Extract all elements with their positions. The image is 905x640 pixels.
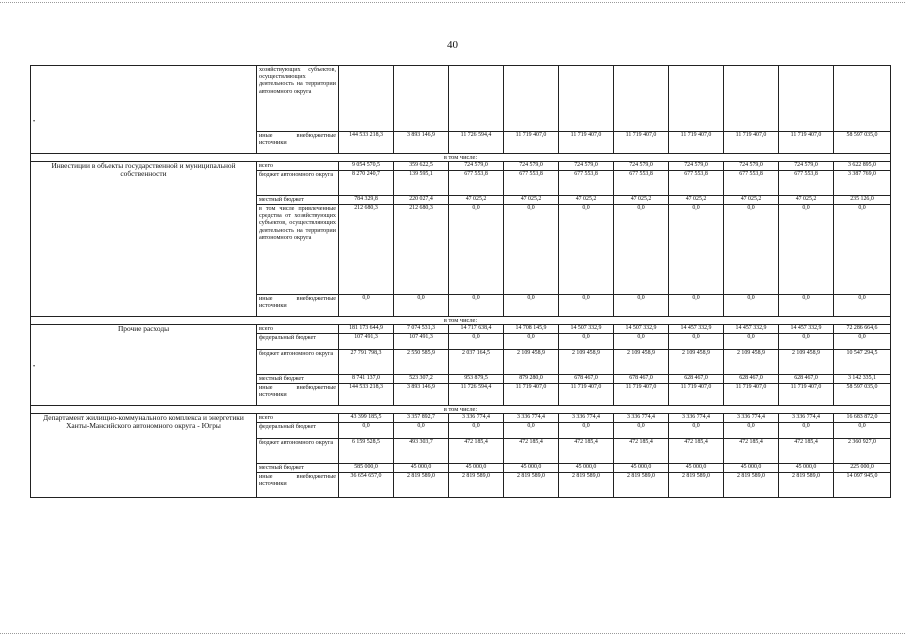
amount-cell	[724, 66, 779, 132]
amount-cell: 3 387 769,0	[834, 171, 891, 196]
amount-cell: 0,0	[779, 205, 834, 295]
amount-cell: 0,0	[669, 423, 724, 439]
amount-cell: 8 741 137,0	[339, 375, 394, 384]
amount-cell: 11 726 594,4	[449, 384, 504, 406]
separator-row	[31, 154, 891, 162]
amount-cell: 3 893 146,9	[394, 132, 449, 154]
funding-source: иные внебюджетные источники	[257, 473, 339, 498]
amount-cell: 0,0	[724, 295, 779, 317]
amount-cell	[559, 66, 614, 132]
amount-cell: 628 467,0	[779, 375, 834, 384]
amount-cell: 2 819 589,0	[669, 473, 724, 498]
amount-cell: 144 533 218,3	[339, 384, 394, 406]
scan-edge-bottom	[0, 633, 905, 635]
amount-cell: 7 074 531,3	[394, 325, 449, 334]
amount-cell: 2 109 458,9	[614, 350, 669, 375]
amount-cell: 107 491,3	[394, 334, 449, 350]
amount-cell: 0,0	[559, 295, 614, 317]
funding-source: бюджет автономного округа	[257, 350, 339, 375]
amount-cell: 677 553,8	[779, 171, 834, 196]
amount-cell: 724 579,0	[504, 162, 559, 171]
amount-cell: 0,0	[669, 295, 724, 317]
amount-cell: 2 109 458,9	[559, 350, 614, 375]
amount-cell: 0,0	[449, 334, 504, 350]
amount-cell: 11 719 407,0	[724, 384, 779, 406]
amount-cell: 3 336 774,4	[724, 414, 779, 423]
amount-cell: 2 819 589,0	[614, 473, 669, 498]
amount-cell: 493 303,7	[394, 439, 449, 464]
amount-cell: 953 879,5	[449, 375, 504, 384]
table-row	[31, 414, 891, 423]
amount-cell: 11 719 407,0	[504, 132, 559, 154]
amount-cell: 3 142 335,1	[834, 375, 891, 384]
amount-cell: 11 719 407,0	[559, 132, 614, 154]
amount-cell: 0,0	[394, 295, 449, 317]
budget-table	[30, 65, 891, 498]
amount-cell: 14 507 332,9	[559, 325, 614, 334]
amount-cell: 45 000,0	[779, 464, 834, 473]
amount-cell: 220 027,4	[394, 196, 449, 205]
amount-cell: 724 579,0	[449, 162, 504, 171]
amount-cell: 47 025,2	[779, 196, 834, 205]
expense-category-label: Прочие расходы	[117, 324, 170, 333]
amount-cell: 0,0	[394, 423, 449, 439]
amount-cell: 0,0	[669, 205, 724, 295]
amount-cell: 879 280,0	[504, 375, 559, 384]
amount-cell: 235 126,0	[834, 196, 891, 205]
amount-cell: 8 270 240,7	[339, 171, 394, 196]
funding-source: хозяйствующих субъектов, осуществляющих деятельность на территории автономного округа	[257, 66, 339, 132]
amount-cell: 2 109 458,9	[669, 350, 724, 375]
funding-source: местный бюджет	[257, 196, 339, 205]
amount-cell: 36 654 657,0	[339, 473, 394, 498]
amount-cell: 2 819 589,0	[724, 473, 779, 498]
amount-cell: 0,0	[779, 334, 834, 350]
amount-cell: 58 597 035,0	[834, 132, 891, 154]
amount-cell	[779, 66, 834, 132]
amount-cell: 3 357 892,7	[394, 414, 449, 423]
amount-cell	[834, 66, 891, 132]
funding-source: всего	[257, 414, 339, 423]
amount-cell: 2 550 585,9	[394, 350, 449, 375]
amount-cell: 724 579,0	[669, 162, 724, 171]
amount-cell: 58 597 035,0	[834, 384, 891, 406]
table-body	[31, 66, 891, 498]
amount-cell: 11 719 407,0	[504, 384, 559, 406]
table-row	[31, 325, 891, 334]
amount-cell: 45 000,0	[669, 464, 724, 473]
table-row	[31, 162, 891, 171]
scan-dot-mark: •	[33, 119, 36, 125]
amount-cell: 678 467,0	[614, 375, 669, 384]
amount-cell: 0,0	[504, 334, 559, 350]
amount-cell: 212 680,3	[394, 205, 449, 295]
amount-cell: 2 109 458,9	[504, 350, 559, 375]
amount-cell: 45 000,0	[559, 464, 614, 473]
amount-cell: 0,0	[559, 334, 614, 350]
amount-cell: 472 185,4	[449, 439, 504, 464]
amount-cell: 45 000,0	[449, 464, 504, 473]
separator-label: в том числе:	[31, 317, 891, 325]
amount-cell: 0,0	[614, 334, 669, 350]
amount-cell: 181 173 644,9	[339, 325, 394, 334]
amount-cell: 0,0	[834, 423, 891, 439]
amount-cell: 3 336 774,4	[449, 414, 504, 423]
amount-cell: 724 579,0	[724, 162, 779, 171]
page-number: 40	[447, 39, 458, 51]
amount-cell: 0,0	[669, 334, 724, 350]
amount-cell: 45 000,0	[614, 464, 669, 473]
funding-source: иные внебюджетные источники	[257, 295, 339, 317]
amount-cell: 3 336 774,4	[779, 414, 834, 423]
amount-cell: 585 000,0	[339, 464, 394, 473]
amount-cell: 724 579,0	[779, 162, 834, 171]
separator-row	[31, 317, 891, 325]
amount-cell: 724 579,0	[559, 162, 614, 171]
amount-cell: 72 286 664,6	[834, 325, 891, 334]
amount-cell: 9 054 570,5	[339, 162, 394, 171]
amount-cell: 11 719 407,0	[614, 384, 669, 406]
amount-cell: 0,0	[449, 423, 504, 439]
funding-source: местный бюджет	[257, 464, 339, 473]
amount-cell: 2 109 458,9	[779, 350, 834, 375]
amount-cell: 0,0	[614, 423, 669, 439]
expense-category	[31, 66, 257, 154]
amount-cell: 3 336 774,4	[559, 414, 614, 423]
amount-cell: 677 553,8	[504, 171, 559, 196]
amount-cell	[339, 66, 394, 132]
expense-category-label: Инвестиции в объекты государственной и муниципальной собственности	[51, 161, 236, 179]
amount-cell: 0,0	[504, 423, 559, 439]
amount-cell: 0,0	[834, 205, 891, 295]
amount-cell: 0,0	[614, 205, 669, 295]
amount-cell: 0,0	[504, 205, 559, 295]
expense-category	[31, 162, 257, 317]
amount-cell: 47 025,2	[504, 196, 559, 205]
separator-label: в том числе:	[31, 406, 891, 414]
amount-cell: 45 000,0	[724, 464, 779, 473]
amount-cell: 11 719 407,0	[559, 384, 614, 406]
amount-cell: 2 360 927,0	[834, 439, 891, 464]
funding-source: иные внебюджетные источники	[257, 132, 339, 154]
amount-cell: 47 025,2	[449, 196, 504, 205]
amount-cell: 11 719 407,0	[614, 132, 669, 154]
scan-edge-top	[0, 2, 905, 4]
expense-category-label: Департамент жилищно-коммунального комплекса и энергетики Ханты-Мансийского автономного округа - Югры	[43, 413, 244, 431]
amount-cell	[504, 66, 559, 132]
funding-source: бюджет автономного округа	[257, 439, 339, 464]
amount-cell: 2 819 589,0	[449, 473, 504, 498]
amount-cell: 0,0	[449, 295, 504, 317]
funding-source: федеральный бюджет	[257, 334, 339, 350]
amount-cell: 628 467,0	[724, 375, 779, 384]
amount-cell: 43 399 185,5	[339, 414, 394, 423]
amount-cell: 11 719 407,0	[669, 384, 724, 406]
amount-cell: 45 000,0	[394, 464, 449, 473]
amount-cell: 139 595,1	[394, 171, 449, 196]
amount-cell: 11 719 407,0	[779, 384, 834, 406]
funding-source: бюджет автономного округа	[257, 171, 339, 196]
amount-cell: 0,0	[559, 423, 614, 439]
amount-cell: 2 819 589,0	[504, 473, 559, 498]
amount-cell: 47 025,2	[559, 196, 614, 205]
amount-cell: 45 000,0	[504, 464, 559, 473]
amount-cell: 472 185,4	[559, 439, 614, 464]
amount-cell: 11 726 594,4	[449, 132, 504, 154]
funding-source: всего	[257, 325, 339, 334]
funding-source: в том числе привлеченные средства от хозяйствующих субъектов, осуществляющих деятельность на территории автономного округа	[257, 205, 339, 295]
separator-row	[31, 406, 891, 414]
funding-source: местный бюджет	[257, 375, 339, 384]
amount-cell: 0,0	[339, 295, 394, 317]
amount-cell: 472 185,4	[779, 439, 834, 464]
amount-cell: 0,0	[614, 295, 669, 317]
amount-cell: 14 507 332,9	[614, 325, 669, 334]
amount-cell: 0,0	[559, 205, 614, 295]
amount-cell: 3 336 774,4	[614, 414, 669, 423]
funding-source: федеральный бюджет	[257, 423, 339, 439]
amount-cell: 14 457 332,9	[779, 325, 834, 334]
amount-cell: 0,0	[779, 295, 834, 317]
amount-cell: 2 037 164,5	[449, 350, 504, 375]
amount-cell: 11 719 407,0	[724, 132, 779, 154]
table-row	[31, 66, 891, 132]
amount-cell: 0,0	[779, 423, 834, 439]
amount-cell: 0,0	[834, 295, 891, 317]
amount-cell: 212 680,3	[339, 205, 394, 295]
amount-cell: 2 819 589,0	[559, 473, 614, 498]
amount-cell: 47 025,2	[669, 196, 724, 205]
amount-cell: 784 329,8	[339, 196, 394, 205]
amount-cell: 2 819 589,0	[779, 473, 834, 498]
amount-cell: 6 159 528,5	[339, 439, 394, 464]
amount-cell: 11 719 407,0	[669, 132, 724, 154]
amount-cell: 0,0	[339, 423, 394, 439]
amount-cell: 677 553,8	[669, 171, 724, 196]
amount-cell: 14 457 332,9	[724, 325, 779, 334]
amount-cell: 14 097 945,0	[834, 473, 891, 498]
amount-cell: 628 467,0	[669, 375, 724, 384]
amount-cell: 47 025,2	[724, 196, 779, 205]
amount-cell: 0,0	[449, 205, 504, 295]
amount-cell	[614, 66, 669, 132]
amount-cell	[449, 66, 504, 132]
amount-cell: 472 185,4	[504, 439, 559, 464]
amount-cell: 677 553,8	[559, 171, 614, 196]
amount-cell: 3 893 146,9	[394, 384, 449, 406]
amount-cell: 0,0	[724, 334, 779, 350]
amount-cell: 14 717 638,4	[449, 325, 504, 334]
amount-cell: 16 683 872,0	[834, 414, 891, 423]
funding-source: иные внебюджетные источники	[257, 384, 339, 406]
amount-cell: 2 109 458,9	[724, 350, 779, 375]
separator-label: в том числе:	[31, 154, 891, 162]
amount-cell: 724 579,0	[614, 162, 669, 171]
amount-cell: 677 553,8	[724, 171, 779, 196]
amount-cell: 225 000,0	[834, 464, 891, 473]
amount-cell	[394, 66, 449, 132]
amount-cell: 14 457 332,9	[669, 325, 724, 334]
amount-cell: 472 185,4	[669, 439, 724, 464]
amount-cell: 472 185,4	[614, 439, 669, 464]
amount-cell: 11 719 407,0	[779, 132, 834, 154]
amount-cell: 0,0	[834, 334, 891, 350]
amount-cell: 27 791 798,3	[339, 350, 394, 375]
amount-cell	[669, 66, 724, 132]
amount-cell: 3 336 774,4	[669, 414, 724, 423]
amount-cell: 144 533 218,3	[339, 132, 394, 154]
amount-cell: 10 547 294,5	[834, 350, 891, 375]
amount-cell: 0,0	[724, 423, 779, 439]
amount-cell: 678 467,0	[559, 375, 614, 384]
amount-cell: 677 553,8	[449, 171, 504, 196]
amount-cell: 0,0	[724, 205, 779, 295]
amount-cell: 359 622,5	[394, 162, 449, 171]
amount-cell: 472 185,4	[724, 439, 779, 464]
expense-category	[31, 414, 257, 498]
amount-cell: 0,0	[504, 295, 559, 317]
amount-cell: 677 553,8	[614, 171, 669, 196]
amount-cell: 107 491,3	[339, 334, 394, 350]
scan-dot-mark: •	[33, 364, 36, 371]
amount-cell: 523 307,2	[394, 375, 449, 384]
amount-cell: 3 336 774,4	[504, 414, 559, 423]
funding-source: всего	[257, 162, 339, 171]
expense-category	[31, 325, 257, 406]
amount-cell: 47 025,2	[614, 196, 669, 205]
amount-cell: 3 622 895,0	[834, 162, 891, 171]
amount-cell: 14 708 145,9	[504, 325, 559, 334]
amount-cell: 2 819 589,0	[394, 473, 449, 498]
